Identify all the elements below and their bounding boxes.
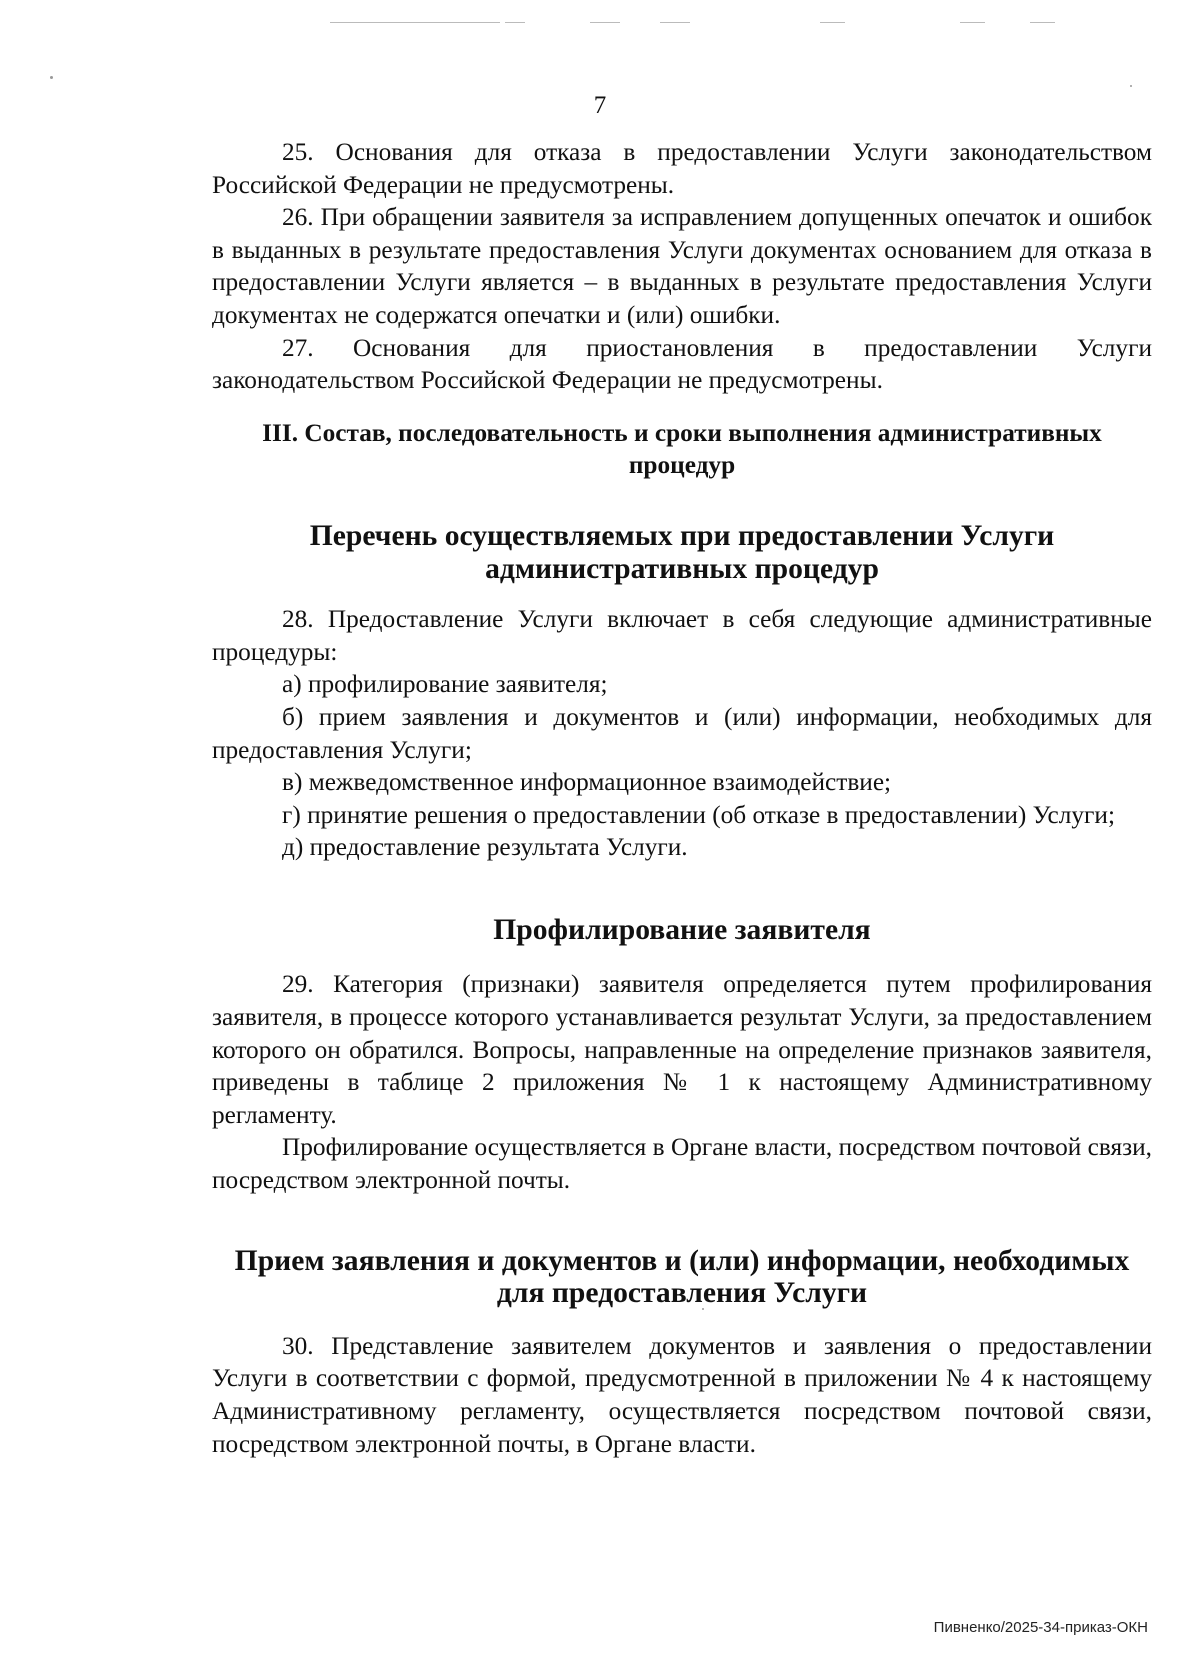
page-number: 7 (593, 92, 607, 119)
paragraph-29: 29. Категория (признаки) заявителя определяется путем профилирования заявителя, в процессе которого устанавливается результат Услуги, за предоставлением которого он обратился. Вопросы, направленные на определение признаков заявителя, приведены в таблице 2 приложения № 1 к настоящему Административному регламенту. (212, 970, 1152, 1129)
paragraph-profiling-method: Профилирование осуществляется в Органе власти, посредством почтовой связи, посредством электронной почты. (212, 1133, 1152, 1195)
document-code: Пивненко/2025-34-приказ-ОКН (933, 1619, 1148, 1636)
scan-artifact-line (330, 22, 500, 23)
list-item: д) предоставление результата Услуги. (282, 833, 688, 862)
scan-speck (50, 76, 53, 79)
scan-artifact-line (590, 22, 620, 23)
subheading-profiling: Профилирование заявителя (493, 913, 871, 946)
scan-artifact-line (505, 22, 525, 23)
paragraph-28: 28. Предоставление Услуги включает в себя следующие административные процедуры: (212, 605, 1152, 666)
subheading-procedures: Перечень осуществляемых при предоставлении Услуги административных процедур (309, 519, 1055, 585)
subheading-reception: Прием заявления и документов и (или) информации, необходимых для предоставления Услуги (234, 1244, 1130, 1310)
paragraph-27: 27. Основания для приостановления в предоставлении Услуги законодательством Российской Федерации не предусмотрены. (212, 333, 1152, 395)
paragraph-25: 25. Основания для отказа в предоставлении Услуги законодательством Российской Федерации не предусмотрены. (212, 138, 1152, 199)
list-item: г) принятие решения о предоставлении (об отказе в предоставлении) Услуги; (282, 800, 1115, 829)
paragraph-26: 26. При обращении заявителя за исправлением допущенных опечаток и ошибок в выданных в результате предоставления Услуги документах основанием для отказа в предоставлении Услуги является – в выданных в результате предоставления Услуги документах не содержатся опечатки и (или) ошибки. (212, 203, 1152, 329)
list-item: б) прием заявления и документов и (или) информации, необходимых для предоставления Услуги; (212, 702, 1152, 764)
section-title: III. Состав, последовательность и сроки выполнения административных процедур (262, 418, 1102, 480)
list-item: в) межведомственное информационное взаимодействие; (282, 768, 892, 797)
document-body (212, 136, 1152, 1460)
paragraph-30: 30. Представление заявителем документов и заявления о предоставлении Услуги в соответствии с формой, предусмотренной в приложении № 4 к настоящему Административному регламенту, осуществляется посредством почтовой связи, посредством электронной почты, в Органе власти. (212, 1331, 1152, 1458)
list-item: а) профилирование заявителя; (282, 670, 608, 699)
scan-speck (1130, 85, 1132, 87)
scan-artifact-line (820, 22, 845, 23)
scan-artifact-line (1030, 22, 1055, 23)
scan-artifact-line (660, 22, 690, 23)
scan-artifact-line (960, 22, 985, 23)
